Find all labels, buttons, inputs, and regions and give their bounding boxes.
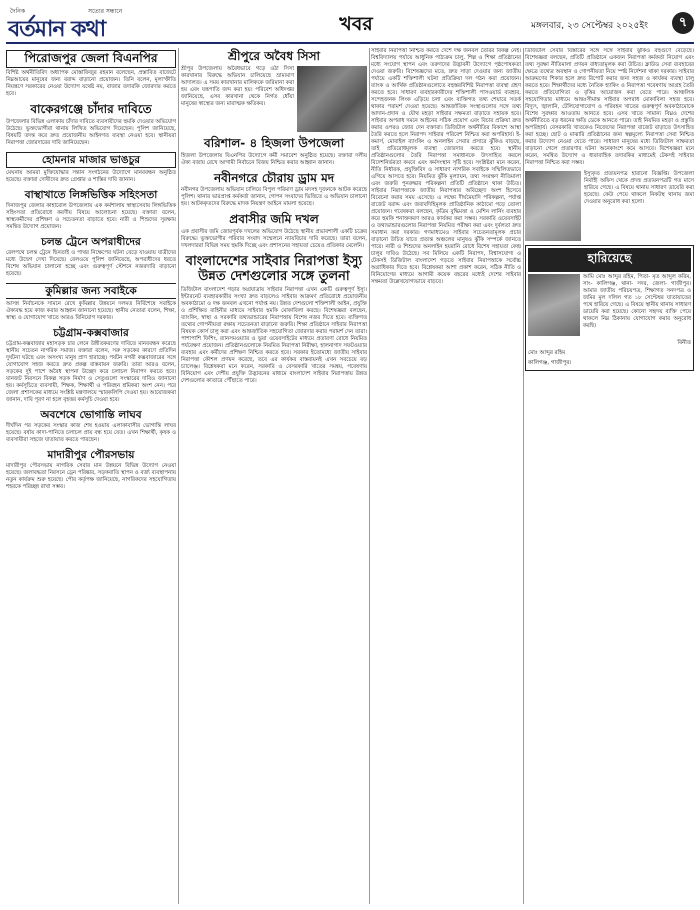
newspaper-logo <box>6 6 156 40</box>
article-headline: নবীনগরে চৌরায় ড্রাম মদ <box>213 170 335 185</box>
column-3 <box>371 48 521 904</box>
article-bakerganj <box>6 103 176 147</box>
article-madaripur <box>6 449 176 491</box>
column-divider <box>178 48 179 904</box>
article-headline: বরিশাল- ৪ হিজলা উপজেলা <box>204 135 344 150</box>
article-continuation: সাইবার নিরাপত্তা নিশ্চিত করতে দেশে দক্ষ জনবল তৈরির বিকল্প নেই। বিশ্ববিদ্যালয় পর্যায়ে আধুনিক পাঠ্যক্রম চালু, শিল্প ও শিক্ষা প্রতিষ্ঠানের মধ্যে সংযোগ স্থাপন এবং তরুণদের উদ্ভাবনী উদ্যোগে পৃষ্ঠপোষকতা দেওয়া জরুরি। বিশেষজ্ঞদের মতে, দ্রুত সাড়া দেওয়ার জন্য জাতীয় পর্যায়ে একটি শক্তিশালী ঘটনা প্রতিক্রিয়া দল গঠন করা প্রয়োজন। ব্যাংক ও আর্থিক প্রতিষ্ঠানগুলোতে বহুস্তরবিশিষ্ট নিরাপত্তা ব্যবস্থা গ্রহণ করতে হবে। সাধারণ ব্যবহারকারীদের শক্তিশালী পাসওয়ার্ড ব্যবহার, সন্দেহজনক লিংক এড়িয়ে চলা এবং ব্যক্তিগত তথ্য শেয়ারে সতর্ক থাকার পরামর্শ দেওয়া হয়েছে। আন্তর্জাতিক সংস্থাগুলোর সঙ্গে তথ্য আদান-প্রদান ও যৌথ মহড়া সাইবার সক্ষমতা বাড়াতে সহায়ক হবে। সাইবার অপরাধ দমনে আইনের সঠিক প্রয়োগ এবং বিচার প্রক্রিয়া দ্রুত করার ওপরও জোর দেন বক্তারা। ডিজিটাল অর্থনীতির বিকাশে আস্থা তৈরি করতে হলে নিরাপদ সাইবার পরিবেশ নিশ্চিত করা অপরিহার্য। ই-কমার্স, মোবাইল ব্যাংকিং ও অনলাইন সেবার প্রসারে ঝুঁকিও বাড়ছে, তাই প্রতিরোধমূলক ব্যবস্থা জোরদার করতে হবে। স্থানীয় প্রতিষ্ঠানগুলোর তৈরি নিরাপত্তা সমাধানকে উৎসাহিত করলে বিদেশনির্ভরতা কমবে এবং কর্মসংস্থান সৃষ্টি হবে। সংশ্লিষ্টরা মনে করেন, নীতি নির্ধারক, প্রযুক্তিবিদ ও সাধারণ নাগরিক সবাইকে সম্মিলিতভাবে এগিয়ে আসতে হবে। নিয়মিত ঝুঁকি মূল্যায়ন, তথ্য সংরক্ষণ নীতিমালা এবং জরুরি পুনরুদ্ধার পরিকল্পনা প্রতিটি প্রতিষ্ঠানে থাকা উচিত। সাইবার নিরাপত্তাকে জাতীয় নিরাপত্তার অবিচ্ছেদ্য অংশ হিসেবে বিবেচনা করার সময় এসেছে। এ লক্ষ্যে দীর্ঘমেয়াদি পরিকল্পনা, পর্যাপ্ত বাজেট বরাদ্দ এবং জবাবদিহিমূলক প্রাতিষ্ঠানিক কাঠামো গড়ে তোলা প্রয়োজন। গবেষকরা বলছেন, কৃত্রিম বুদ্ধিমত্তা ও মেশিন লার্নিং ব্যবহার করে হুমকি শনাক্তকরণ আরও কার্যকর করা সম্ভব। সরকারি ওয়েবসাইট ও তথ্যভান্ডারগুলোর নিরাপত্তা নিয়মিত পরীক্ষা করা এবং দুর্বলতা দ্রুত সমাধান করা দরকার। গণমাধ্যমেও সাইবার সচেতনতামূলক প্রচার বাড়ানো উচিত যাতে প্রত্যন্ত অঞ্চলের মানুষও ঝুঁকি সম্পর্কে জানতে পারে। নারী ও শিশুদের অনলাইন হয়রানি রোধে বিশেষ সহায়তা কেন্দ্র চালুর দাবিও উঠেছে। সব মিলিয়ে একটি নিরাপদ, বিশ্বাসযোগ্য ও টেকসই ডিজিটাল বাংলাদেশ গড়তে সাইবার নিরাপত্তাকে সর্বোচ্চ অগ্রাধিকার দিতে হবে। বিশ্লেষকরা আশা প্রকাশ করেন, সঠিক নীতি ও বিনিয়োগের মাধ্যমে আগামী কয়েক বছরের মধ্যেই দেশের সাইবার সক্ষমতা উল্লেখযোগ্যভাবে বাড়বে। <box>371 48 521 285</box>
page-number-badge: ৭ <box>672 12 694 34</box>
notice-photo <box>525 171 581 241</box>
newspaper-name: বর্তমান কথা <box>8 16 106 42</box>
article-body: হিজলা উপজেলায় বিএনপির উদ্যোগে কর্মী সমাবেশ অনুষ্ঠিত হয়েছে। বক্তারা দলীয় ঐক্য বজায় রেখে আগামী নির্বাচনে বিজয় নিশ্চিত করার আহ্বান জানান। <box>181 152 367 166</box>
section-title: খবর <box>339 13 373 35</box>
article-headline: বাংলাদেশের সাইবার নিরাপত্তা ইস্যু উন্নত দেশগুলোর সঙ্গে তুলনা <box>185 254 363 285</box>
article-body: মেঘনায় আমরা মুক্তিযোদ্ধার সন্তান সংগঠনের উদ্যোগে মানববন্ধন অনুষ্ঠিত হয়েছে। বক্তারা দোষীদের দ্রুত গ্রেপ্তার ও শাস্তির দাবি জানান। <box>6 169 176 183</box>
article-relief <box>6 409 176 444</box>
notice-text: ইস্যুকৃত প্রত্যয়নপত্র হারানো বিজ্ঞপ্তি। উপজেলা নির্বাহী অফিস থেকে প্রদত্ত প্রত্যয়নপত্রটি গত মাসে হারিয়ে গেছে। এ বিষয়ে থানায় সাধারণ ডায়েরি করা হয়েছে। কেউ পেয়ে থাকলে নিকটস্থ থানায় জমা দেওয়ার অনুরোধ করা হলো। <box>584 171 694 205</box>
article-body: দীর্ঘদিন পর সড়কের সংস্কার কাজ শেষ হওয়ায় এলাকাবাসীর ভোগান্তি লাঘব হয়েছে। বর্ষায় কাদা-পানিতে চলাচল প্রায় বন্ধ হয়ে যেত। এখন শিক্ষার্থী, কৃষক ও ব্যবসায়ীরা সহজে যাতায়াত করতে পারছেন। <box>6 422 176 443</box>
article-train-crime <box>6 236 176 278</box>
article-body: দিনাজপুর জেলার কাহারোল উপজেলায় এক কর্মশালায় স্বাস্থ্যসেবায় লিঙ্গভিত্তিক সহিংসতা প্রতিরোধে করণীয় বিষয়ে আলোচনা হয়েছে। বক্তারা বলেন, স্বাস্থ্যকর্মীদের প্রশিক্ষণ ও সচেতনতা বাড়াতে হবে। নারী ও শিশুদের সুরক্ষায় সমন্বিত উদ্যোগ প্রয়োজন। <box>6 202 176 230</box>
article-body: মাদারীপুর পৌরসভায় নাগরিক সেবার মান উন্নয়নে বিভিন্ন উদ্যোগ নেওয়া হয়েছে। জলাবদ্ধতা নিরসনে ড্রেন পরিষ্কার, সড়কবাতি স্থাপন ও বর্জ্য ব্যবস্থাপনায় নতুন কার্যক্রম শুরু হয়েছে। পৌর কর্তৃপক্ষ জানিয়েছে, নাগরিকদের সহযোগিতায় শহরকে পরিচ্ছন্ন রাখা সম্ভব। <box>6 463 176 491</box>
article-cyber-security <box>181 255 367 385</box>
signature-name: মোঃ আব্দুর রহিম <box>528 350 566 356</box>
article-headline: প্রবাসীর জমি দখল <box>229 212 319 227</box>
article-sreepur <box>181 50 367 132</box>
article-body: চট্টগ্রাম-কক্সবাজার মহাসড়ক চার লেনে উন্নীতকরণের দাবিতে মানববন্ধন করেছে স্থানীয় সচেতন নাগরিক সমাজ। বক্তারা বলেন, সরু সড়কের কারণে প্রতিদিন দুর্ঘটনা ঘটছে এবং অসংখ্য মানুষ প্রাণ হারাচ্ছে। পর্যটন নগরী কক্সবাজারের সঙ্গে যোগাযোগ সহজ করতে দ্রুত প্রকল্প বাস্তবায়ন জরুরি। তারা আরও বলেন, সড়কের দুই পাশে অবৈধ স্থাপনা উচ্ছেদ করে চলাচল নিরাপদ করতে হবে। যানজট নিরসনে বিকল্প সড়ক নির্মাণ ও সেতুগুলো সংস্কারের দাবিও জানানো হয়। কর্মসূচিতে ব্যবসায়ী, শিক্ষক, শিক্ষার্থী ও পরিবহন শ্রমিকরা অংশ নেন। পরে জেলা প্রশাসকের মাধ্যমে সংশ্লিষ্ট মন্ত্রণালয়ে স্মারকলিপি দেওয়া হয়। আয়োজকরা জানান, দাবি পূরণ না হলে বৃহত্তর কর্মসূচি দেওয়া হবে। <box>6 340 176 403</box>
lost-notice-heading: হারিয়েছে <box>528 248 691 272</box>
column-divider <box>523 48 524 904</box>
article-nabinagar <box>181 172 367 209</box>
article-headline: অবশেষে ভোগান্তি লাঘব <box>40 408 142 421</box>
article-body: উপজেলার বিভিন্ন এলাকায় চাঁদার দাবিতে ব্যবসায়ীদের হুমকি দেওয়ার অভিযোগ উঠেছে। ভুক্তভোগীরা থানায় লিখিত অভিযোগ দিয়েছেন। পুলিশ জানিয়েছে, বিষয়টি তদন্ত করে দ্রুত প্রয়োজনীয় আইনগত ব্যবস্থা নেওয়া হবে। স্থানীয়রা নিরাপত্তা জোরদারের দাবি জানিয়েছেন। <box>6 118 176 146</box>
signature-place: কালিগঞ্জ, গাজীপুর। <box>528 360 572 366</box>
article-body: এক প্রবাসীর জমি জোরপূর্বক দখলের অভিযোগ উঠেছে স্থানীয় প্রভাবশালী একটি চক্রের বিরুদ্ধে। ভুক্তভোগীর পরিবার সংবাদ সম্মেলনে ন্যায়বিচার দাবি করেছে। তারা বলেন, দখলদাররা বিভিন্ন সময় হুমকি দিচ্ছে এবং প্রশাসনের সহায়তা চেয়েও প্রতিকার মেলেনি। <box>181 229 367 250</box>
article-headline: বাস্থাখাতে লিঙ্গভিত্তিক সহিংসতা <box>24 188 158 201</box>
notice-block <box>525 171 694 241</box>
article-photo <box>297 66 367 132</box>
article-body: নবীনগর উপজেলায় অভিযান চালিয়ে বিপুল পরিমাণ ড্রাম মদসহ দুজনকে আটক করেছে পুলিশ। থানার ভারপ্রাপ্ত কর্মকর্তা জানান, গোপন সংবাদের ভিত্তিতে এ অভিযান চালানো হয়। আটককৃতদের বিরুদ্ধে মাদক নিয়ন্ত্রণ আইনে মামলা হয়েছে। <box>181 187 367 208</box>
article-pirojpur <box>6 50 176 98</box>
article-headline: চট্টগ্রাম-কক্সবাজার <box>53 326 129 339</box>
column-divider <box>369 48 370 904</box>
column-1 <box>6 48 176 904</box>
article-headline: কুমিল্লার জন্য সবাইকে <box>6 283 176 299</box>
logo-tag-right: সত্যের সন্ধানে <box>88 8 123 15</box>
column-4 <box>525 48 694 904</box>
article-headline: হোমনার মাজার ভাঙচুর <box>6 152 176 168</box>
signature-label: বিনীত <box>677 340 691 346</box>
article-homna <box>6 152 176 184</box>
lost-notice <box>525 245 694 371</box>
article-continuation: ডিজিটাল সেবার বিস্তারের সঙ্গে সঙ্গে সাইবার ঝুঁকিও বহুগুণে বেড়েছে। বিশেষজ্ঞরা বলছেন, প্রতিটি প্রতিষ্ঠানে একজন নিরাপত্তা কর্মকর্তা নিয়োগ এবং তথ্য সুরক্ষা নীতিমালা প্রণয়ন বাধ্যতামূলক করা উচিত। ক্লাউড সেবা ব্যবহারের ক্ষেত্রে তথ্যের অবস্থান ও গোপনীয়তা নিয়ে স্পষ্ট নির্দেশনা থাকা দরকার। সাইবার আক্রমণের শিকার হলে দ্রুত রিপোর্ট করার জন্য সহজ ও কার্যকর ব্যবস্থা চালু করতে হবে। শিক্ষার্থীদের মধ্যে নৈতিক হ্যাকিং ও নিরাপত্তা গবেষণায় আগ্রহ তৈরি করতে প্রতিযোগিতা ও বৃত্তির আয়োজন করা যেতে পারে। আঞ্চলিক সহযোগিতার মাধ্যমে আন্তঃসীমান্ত সাইবার অপরাধ মোকাবিলা সহজ হবে। বিদ্যুৎ, জ্বালানি, টেলিযোগাযোগ ও পরিবহন খাতের গুরুত্বপূর্ণ অবকাঠামোকে বিশেষ সুরক্ষার আওতায় আনতে হবে। এসব খাতে সামান্য বিঘ্নও দেশের অর্থনীতিতে বড় ধরনের ক্ষতি ডেকে আনতে পারে। তাই নিয়মিত মহড়া ও প্রস্তুতি অপরিহার্য। বেসরকারি খাতকেও নিজেদের নিরাপত্তা বাজেট বাড়াতে উৎসাহিত করা হচ্ছে। ছোট ও মাঝারি প্রতিষ্ঠানের জন্য স্বল্পমূল্যে নিরাপত্তা সেবা নিশ্চিত করার উদ্যোগ নেওয়া যেতে পারে। সাধারণ মানুষের মধ্যে ডিজিটাল সাক্ষরতা বাড়ানো গেলে প্রতারণার ঘটনা অনেকাংশে কমে আসবে। বিশেষজ্ঞরা মনে করেন, সমন্বিত উদ্যোগ ও ধারাবাহিক তদারকির মাধ্যমেই টেকসই সাইবার নিরাপত্তা নিশ্চিত করা সম্ভব। <box>525 48 694 166</box>
lost-notice-body: আমি মোঃ আব্দুর রহিম, পিতা- মৃত আব্দুল করিম, সাং- কালিগঞ্জ, থানা- সদর, জেলা- গাজীপুর। আমার জাতীয় পরিচয়পত্র, শিক্ষাগত সনদপত্র ও জমির মূল দলিল গত ১৮ সেপ্টেম্বর যাতায়াতের পথে হারিয়ে গেছে। এ বিষয়ে স্থানীয় থানায় সাধারণ ডায়েরি করা হয়েছে। কোনো সহৃদয় ব্যক্তি পেয়ে থাকলে নিম্ন ঠিকানায় যোগাযোগ করার অনুরোধ করছি। <box>583 274 691 329</box>
article-health-violence <box>6 189 176 231</box>
logo-tag-left: দৈনিক <box>10 8 26 15</box>
article-body: রেলপথে চলন্ত ট্রেনে ছিনতাই ও পাথর নিক্ষেপের ঘটনা বেড়ে যাওয়ায় যাত্রীদের মধ্যে উদ্বেগ দেখা দিয়েছে। রেলওয়ে পুলিশ জানিয়েছে, অপরাধীদের ধরতে বিশেষ অভিযান চালানো হচ্ছে এবং গুরুত্বপূর্ণ স্টেশনে নজরদারি বাড়ানো হয়েছে। <box>6 249 176 277</box>
article-headline: মাদারীপুর পৌরসভায় <box>47 448 135 461</box>
article-body: শ্রীপুর উপজেলায় অবৈধভাবে গড়ে ওঠা সিসা কারখানার বিরুদ্ধে অভিযান চালিয়েছে ভ্রাম্যমাণ আদালত। এ সময় কারখানার মালিককে জরিমানা করা হয় এবং যন্ত্রপাতি জব্দ করা হয়। পরিবেশ অধিদপ্তর জানিয়েছে, এসব কারখানা থেকে নির্গত ধোঁয়া মানুষের স্বাস্থ্যের জন্য মারাত্মক ক্ষতিকর। <box>181 65 294 107</box>
column-2 <box>181 48 367 904</box>
article-headline: পিরোজপুর জেলা বিএনপির <box>6 50 176 68</box>
article-body: বিশিষ্ট অর্থনীতিবিদ অধ্যাপক মোস্তাফিজুর রহমান বলেছেন, প্রস্তাবিত বাজেটে নিম্নআয়ের মানুষের জন্য বরাদ্দ বাড়ানো প্রয়োজন। তিনি বলেন, মূল্যস্ফীতি নিয়ন্ত্রণে সরকারের নেওয়া উদ্যোগ যথেষ্ট নয়, বাজার তদারকি জোরদার করতে হবে। <box>6 69 176 97</box>
article-headline: শ্রীপুরে অবৈধ সিসা <box>227 49 320 63</box>
article-expat-land <box>181 213 367 250</box>
article-body: ডিজিটাল বাংলাদেশ গড়ার অগ্রযাত্রায় সাইবার নিরাপত্তা এখন একটি গুরুত্বপূর্ণ ইস্যু। ইন্টারনেট ব্যবহারকারীর সংখ্যা দ্রুত বাড়লেও সাইবার আক্রমণ প্রতিরোধে প্রয়োজনীয় অবকাঠামো ও দক্ষ জনবল এখনো পর্যাপ্ত নয়। উন্নত দেশগুলো শক্তিশালী আইন, প্রযুক্তি ও প্রশিক্ষিত বাহিনীর মাধ্যমে সাইবার হুমকি মোকাবিলা করছে। বিশেষজ্ঞরা বলছেন, ব্যাংকিং, স্বাস্থ্য ও সরকারি তথ্যভান্ডারের নিরাপত্তায় বিশেষ নজর দিতে হবে। ব্যক্তিগত তথ্যের গোপনীয়তা রক্ষায় সচেতনতা বাড়ানো জরুরি। শিক্ষা প্রতিষ্ঠানে সাইবার নিরাপত্তা বিষয়ক কোর্স চালু করা এবং আন্তর্জাতিক সহযোগিতা জোরদার করার পরামর্শ দেন তারা। পাশাপাশি ফিশিং, র‍্যানসমওয়্যার ও ভুয়া ওয়েবসাইটের মাধ্যমে প্রতারণা রোধে নিয়মিত পর্যবেক্ষণ প্রয়োজন। প্রতিষ্ঠানগুলোকে নিয়মিত নিরাপত্তা নিরীক্ষা, হালনাগাদ সফটওয়্যার ব্যবহার এবং কর্মীদের প্রশিক্ষণ নিশ্চিত করতে হবে। সরকার ইতোমধ্যে জাতীয় সাইবার নিরাপত্তা কৌশল প্রণয়ন করেছে, তবে এর কার্যকর বাস্তবায়নই এখন সবচেয়ে বড় চ্যালেঞ্জ। বিশ্লেষকরা মনে করেন, সরকারি ও বেসরকারি খাতের সমন্বয়, গবেষণায় বিনিয়োগ এবং দেশীয় প্রযুক্তি উদ্ভাবনের মাধ্যমে বাংলাদেশ সাইবার নিরাপত্তায় উন্নত দেশগুলোর কাতারে পৌঁছাতে পারে। <box>181 287 367 385</box>
lost-notice-photo <box>528 274 580 336</box>
issue-date: মঙ্গলবার, ২৩ সেপ্টেম্বর ২০২৫ইং <box>531 21 649 31</box>
article-cumilla <box>6 283 176 322</box>
masthead <box>6 6 694 40</box>
article-ctg-coxsbazar <box>6 327 176 404</box>
masthead-divider <box>6 42 694 44</box>
article-headline: চলন্ত ট্রেনে অপরাধীদের <box>41 235 141 248</box>
article-body: আসন্ন নির্বাচনকে সামনে রেখে কুমিল্লার উন্নয়নে দলমত নির্বিশেষে সবাইকে ঐক্যবদ্ধ হয়ে কাজ করার আহ্বান জানানো হয়েছে। স্থানীয় নেতারা বলেন, শিক্ষা, স্বাস্থ্য ও যোগাযোগ খাতে আরও বিনিয়োগ দরকার। <box>6 300 176 321</box>
article-barishal <box>181 137 367 167</box>
article-headline: বাকেরগঞ্জে চাঁদার দাবিতে <box>30 101 152 116</box>
